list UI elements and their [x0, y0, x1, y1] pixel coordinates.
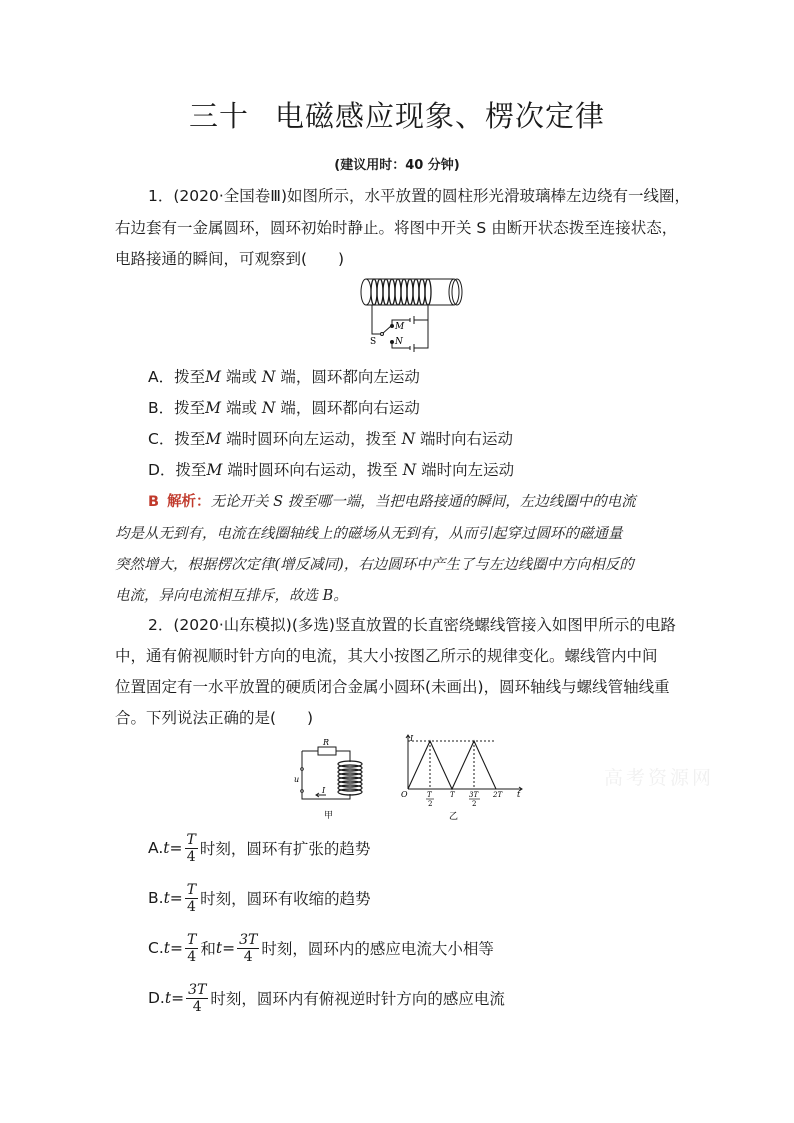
svg-text:2: 2	[472, 800, 477, 808]
analysis-label: 解析：	[167, 494, 211, 510]
fraction-3t-over-4: $\frac{3T}{4}$	[188, 981, 207, 1015]
triangle-wave	[408, 741, 496, 789]
watermark: 高考资源网	[604, 767, 715, 789]
tick-t-half	[426, 791, 434, 808]
graph-y-label: I	[410, 734, 414, 743]
graph-x-label: t	[517, 790, 521, 799]
solenoid-coil	[338, 761, 362, 795]
q2-option-a[interactable]: A. t = $\frac{T}{4}$ 时刻，圆环有扩张的趋势	[148, 831, 371, 865]
tick-3t-half	[469, 791, 480, 808]
tick-t: T	[450, 791, 455, 799]
fraction-t-over-4: $\frac{T}{4}$	[186, 931, 197, 965]
q2-line-1: 2．(2020·山东模拟)(多选)竖直放置的长直密绕螺线管接入如图甲所示的电路	[148, 616, 676, 634]
q1-analysis-line-1: B 解析：无论开关 S 拨至哪一端，当把电路接通的瞬间，左边线圈中的电流	[148, 494, 636, 510]
label-n: N	[395, 337, 403, 347]
q1-answer: B	[148, 494, 160, 510]
caption-jia: 甲	[324, 811, 334, 821]
graph-origin: O	[401, 790, 408, 799]
caption-yi: 乙	[449, 812, 459, 822]
label-s: S	[370, 337, 377, 347]
q2-line-3: 位置固定有一水平放置的硬质闭合金属小圆环(未画出)，圆环轴线与螺线管轴线重	[115, 678, 670, 696]
svg-text:T: T	[427, 791, 432, 799]
page-title	[0, 94, 794, 135]
fraction-t-over-4: $\frac{T}{4}$	[186, 881, 197, 915]
coil-windings	[371, 279, 431, 305]
title-topic: 电磁感应现象、楞次定律	[275, 99, 606, 133]
q1-analysis-line-2: 均是从无到有，电流在线圈轴线上的磁场从无到有，从而引起穿过圆环的磁通量	[115, 526, 623, 542]
label-r: R	[323, 738, 330, 747]
q1-analysis-line-4: 电流，异向电流相互排斥，故选 B。	[115, 588, 348, 604]
q2-line-4: 合。下列说法正确的是( )	[115, 709, 314, 727]
tick-2t: 2T	[493, 791, 503, 799]
q1-option-c[interactable]: C．拨至M 端时圆环向左运动，拨至 N 端时向右运动	[148, 430, 514, 448]
q1-option-b[interactable]: B．拨至M 端或 N 端，圆环都向右运动	[148, 399, 420, 417]
q2-current-graph	[396, 731, 528, 823]
svg-text:3T: 3T	[469, 791, 479, 799]
q2-line-2: 中，通有俯视顺时针方向的电流，其大小按图乙所示的规律变化。螺线管内中间	[115, 647, 658, 665]
title-number: 三十	[188, 99, 249, 133]
fraction-3t-over-4: $\frac{3T}{4}$	[239, 931, 258, 965]
label-m: M	[395, 322, 405, 332]
metal-ring	[449, 279, 459, 305]
svg-text:2: 2	[428, 800, 433, 808]
label-i: I	[322, 786, 326, 795]
rod-left-end	[361, 279, 371, 305]
resistor-r	[318, 747, 336, 755]
q1-line-1: 1．(2020·全国卷Ⅲ)如图所示，水平放置的圆柱形光滑玻璃棒左边绕有一线圈，	[148, 187, 691, 205]
q1-option-d[interactable]: D．拨至M 端时圆环向右运动，拨至 N 端时向左运动	[148, 461, 515, 479]
q1-analysis-line-3: 突然增大，根据楞次定律(增反减同)，右边圆环中产生了与左边线圈中方向相反的	[115, 557, 634, 573]
q1-line-3: 电路接通的瞬间，可观察到( )	[115, 250, 345, 268]
q1-line-2: 右边套有一金属圆环，圆环初始时静止。将图中开关 S 由断开状态拨至连接状态，	[115, 219, 678, 237]
label-u: u	[294, 775, 300, 784]
q2-option-d[interactable]: D. t = $\frac{3T}{4}$ 时刻，圆环内有俯视逆时针方向的感应电流	[148, 981, 505, 1015]
time-suggestion: (建议用时：40 分钟)	[334, 158, 460, 173]
fraction-t-over-4: $\frac{T}{4}$	[186, 831, 196, 865]
q1-option-a[interactable]: A．拨至M 端或 N 端，圆环都向左运动	[148, 368, 420, 386]
q1-solenoid-figure	[358, 276, 468, 354]
q2-option-b[interactable]: B. t = $\frac{T}{4}$ 时刻，圆环有收缩的趋势	[148, 881, 371, 915]
q2-circuit-figure	[292, 736, 374, 822]
q2-option-c[interactable]: C. t = $\frac{T}{4}$ 和 t = $\frac{3T}{4}$ 时刻，圆环内的感应电流大小相等	[148, 931, 494, 965]
